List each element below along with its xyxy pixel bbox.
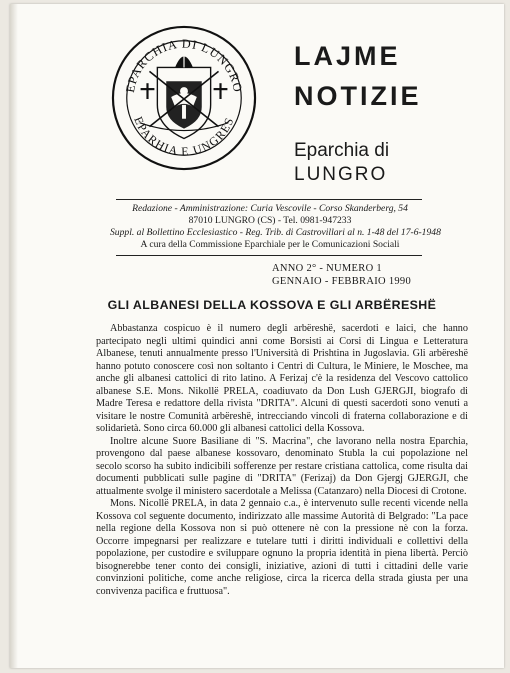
article-title: GLI ALBANESI DELLA KOSSOVA E GLI ARBËRESHË [107,298,437,312]
registration-note: Suppl. al Bollettino Ecclesiastico - Reg. Trib. di Castrovillari al n. 1-48 del 17-6-1948 [110,227,441,238]
article-body [96,323,468,598]
masthead-eparchy-name: LUNGRO [294,164,388,185]
seal-top-text: EPARCHIA DI LUNGRO [122,36,246,94]
editorial-info [110,203,441,251]
masthead [294,36,494,188]
masthead-title-albanian: LAJME [294,41,401,71]
top-divider [116,199,422,200]
issue-date: GENNAIO - FEBBRAIO 1990 [272,276,412,287]
masthead-title-italian: NOTIZIE [294,81,422,111]
eparchy-seal-emblem [110,24,258,172]
binding-shadow [10,4,18,668]
issue-info [272,262,411,288]
article-paragraph: Abbastanza cospicuo è il numero degli arbëreshë, sacerdoti e laici, che hanno partecipato negli ultimi quindici anni come Borsisti ai Corsi di Lingua e Letteratura Albanese, tenuti annualmente presso l'Università di Prishtina in Jugoslavia. Gli arbëreshë hanno potuto conoscere così non soltanto i Centri di Cultura, le Miniere, le Moschee, ma anche gli albanesi cattolici di rito latino. A Ferizaj c'è la residenza del Vescovo cattolico albanese S.E. Mons. Nikollë PRELA, coadiuvato da Don Lush GJERGJI, biografo di Madre Teresa e redattore della rivista "DRITA". Alcuni di questi sacerdoti sono venuti a visitare le nostre Comunità arbëreshë, intrecciando vincoli di fraterna collaborazione e di solidarietà. Sono circa 60.000 gli albanesi cattolici della Kossova. [96,323,468,434]
commission-note: A cura della Commissione Eparchiale per le Comunicazioni Sociali [140,239,400,250]
article-paragraph: Inoltre alcune Suore Basiliane di "S. Macrina", che lavorano nella nostra Eparchia, provengono dal paese albanese kossovaro, denominato Stubla la cui popolazione nel secolo scorso ha subito indicibili sofferenze per restare cristiana cattolica, come risulta dai documenti pubblicati sulle pagine di "DRITA" (Ferizaj) da Don Gjergj GJERGJI, che attualmente svolge il ministero sacerdotale a Melissa (Catanzaro) nella Diocesi di Crotone. [96,435,468,497]
newsletter-page [10,4,504,668]
editorial-phone: 87010 LUNGRO (CS) - Tel. 0981-947233 [188,215,352,226]
bottom-divider [116,255,422,256]
masthead-eparchy-label: Eparchia di [294,140,390,161]
seal-bottom-text: EPARHIA E UNGRES [131,114,237,159]
issue-number: ANNO 2° - NUMERO 1 [272,263,382,274]
editorial-address: Redazione - Amministrazione: Curia Vescovile - Corso Skanderberg, 54 [132,203,408,214]
article-paragraph: Mons. Nicollë PRELA, in data 2 gennaio c.a., è intervenuto sulle recenti vicende nella Kossova col seguente documento, indirizzato alle massime Autorità di Belgrado: "La pace nella regione della Kossova non si può ottenere nè con la pressione nè con la forza. Occorre impegnarsi per realizzare e tutelare tutti i diritti individuali e collettivi della popolazione, per custodire e sviluppare ognuno la propria identità in piena libertà. Perciò bisognerebbe tener conto dei consigli, iniziative, azioni di tutti i cittadini delle varie convinzioni politiche, come anche religiose, circa la ricerca della strada giusta per una convivenza pacifica e fruttuosa". [96,498,468,597]
